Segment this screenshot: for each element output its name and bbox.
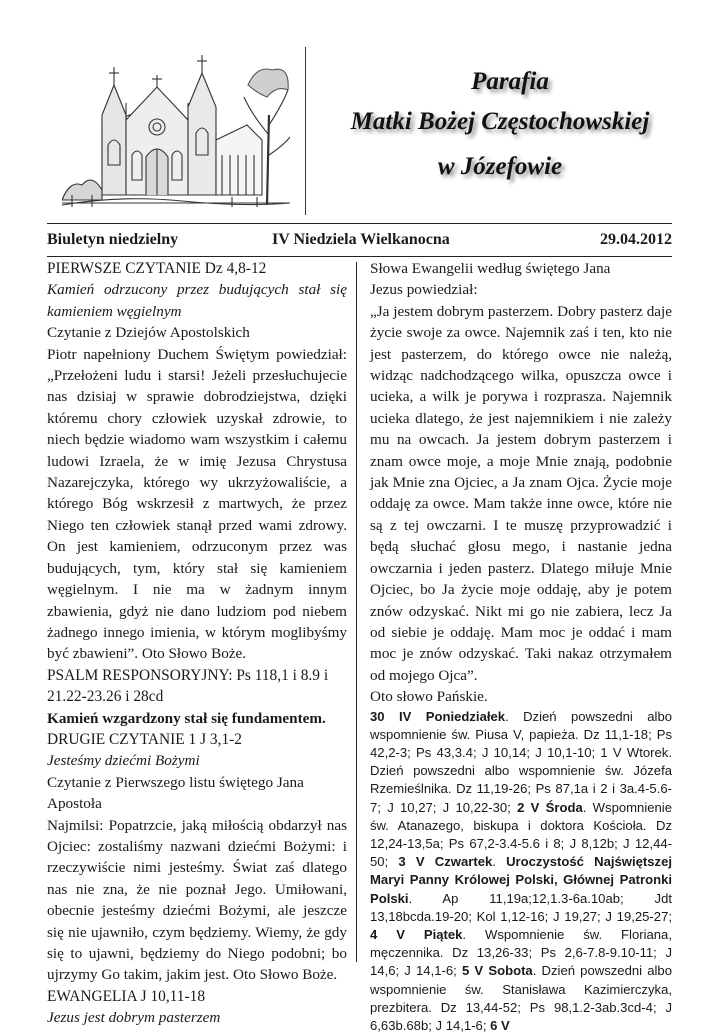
calendar-day-label: 3 V Czwartek (398, 854, 493, 870)
reading1-motto: Kamień odrzucony przez budujących stał się kamieniem węgielnym (47, 281, 347, 320)
reading2-motto: Jesteśmy dziećmi Bożymi (47, 752, 200, 770)
calendar-entry: . Dzień powszedni albo wspomnienie św. Stanisława Kazimierczyka, prezbitera. Dz 13,44-52; Ps 98,1.2-3ab.3cd-4; J 6,63b.68b; J 14,1-6; (370, 963, 672, 1033)
reading1-heading: PIERWSZE CZYTANIE Dz 4,8-12 (47, 260, 267, 277)
church-illustration (62, 45, 290, 215)
parish-title-line2: Matki Bożej Częstochowskiej (350, 108, 650, 135)
psalm-refrain: Kamień wzgardzony stał się fundamentem. (47, 709, 326, 727)
right-column (370, 258, 672, 1035)
reading2-text: Najmilsi: Popatrzcie, jaką miłością obdarzył nas Ojciec: zostaliśmy nazwani dziećmi Bożymi: i rzeczywiście nimi jesteśmy. Świat zaś dlatego nas nie zna, że nie poznał Jego. Umiłowani, obecnie jesteśmy dziećmi Bożymi, ale jeszcze się nie ujawniło, czym będziemy. Wiemy, że gdy się to ujawni, będziemy do Niego podobni; bo ujrzymy Go takim, jakim jest. Oto Słowo Boże. (47, 816, 347, 984)
bulletin-bar (47, 229, 672, 253)
parish-title-line3: w Józefowie (437, 153, 563, 180)
gospel-closing: Oto słowo Pańskie. (370, 688, 488, 706)
calendar-entry: . Ap 11,19a;12,1.3-6a.10ab; Jdt 13,18bcda.19-20; Kol 1,12-16; J 19,27; J 19,25-27; (370, 890, 672, 924)
calendar-day-label: 2 V Środa (517, 799, 583, 815)
calendar-day-label: 5 V Sobota (461, 963, 533, 979)
gospel-source: Słowa Ewangelii według świętego Jana (370, 260, 611, 277)
header-rule-top (47, 223, 672, 224)
column-divider (356, 262, 357, 962)
left-column (47, 258, 347, 1029)
reading2-heading: DRUGIE CZYTANIE 1 J 3,1-2 (47, 730, 242, 748)
calendar-entry: . Wspomnienie św. Atanazego, biskupa i doktora Kościoła. Dz 12,24-13,5a; Ps 67,2-3.4-5.6 i 8; J 8,12b; J 12,44-50; (370, 799, 672, 870)
psalm-heading: PSALM RESPONSORYJNY: Ps 118,1 i 8.9 i 21.22-23.26 i 28cd (47, 666, 329, 706)
gospel-intro: Jezus powiedział: (370, 281, 478, 299)
liturgical-sunday: IV Niedziela Wielkanocna (272, 231, 450, 248)
calendar-day-label: 6 V (490, 1017, 510, 1033)
bulletin-type: Biuletyn niedzielny (47, 231, 179, 248)
liturgical-calendar (370, 708, 672, 1035)
calendar-entry: . Wspomnienie św. Floriana, męczennika. Dz 13,26-33; Ps 2,6-7.8-9.10-11; J 14,6; J 14,1-6; (370, 926, 672, 979)
gospel-motto: Jezus jest dobrym pasterzem (47, 1009, 221, 1027)
bulletin-date: 29.04.2012 (600, 231, 672, 248)
calendar-day-label: 30 IV Poniedziałek (370, 708, 506, 724)
reading2-source: Czytanie z Pierwszego listu świętego Jana Apostoła (47, 773, 304, 813)
gospel-heading: EWANGELIA J 10,11-18 (47, 987, 206, 1005)
calendar-feast: Uroczystość Najświętszej Maryi Panny Królowej Polski, Głównej Patronki Polski (370, 854, 673, 906)
reading1-text: Piotr napełniony Duchem Świętym powiedział: „Przełożeni ludu i starsi! Jeżeli przesłuchujecie nas dzisiaj w sprawie dobrodziejstwa, dzięki któremu chory człowiek uzyskał zdrowie, to niech będzie wiadomo wam wszystkim i całemu ludowi Izraela, że w imię Jezusa Chrystusa Nazarejczyka, którego wy ukrzyżowaliście, a którego Bóg wskrzesił z martwych, że przez Niego ten człowiek stanął przed wami zdrowy. On jest kamieniem, odrzuconym przez was budujących, tym, który stał się kamieniem węgielnym. I nie ma w żadnym innym zbawienia, gdyż nie dano ludziom pod niebem żadnego innego imienia, w którym moglibyśmy być zbawieni”. Oto Słowo Boże. (47, 345, 347, 663)
parish-title-line1: Parafia (471, 68, 549, 95)
calendar-day-label: 4 V Piątek (370, 926, 463, 942)
reading1-source: Czytanie z Dziejów Apostolskich (47, 324, 250, 342)
header-rule-bottom (47, 256, 672, 257)
gospel-text: „Ja jestem dobrym pasterzem. Dobry pasterz daje życie swoje za owce. Najemnik zaś i ten, kto nie jest pasterzem, do którego owce nie należą, widząc nadchodzącego wilka, opuszcza owce i ucieka, a wilk je porywa i rozprasza. Najemnik ucieka dlatego, że jest najemnikiem i nie zależy mu na owcach. Ja jestem dobrym pasterzem i znam owce moje, a moje Mnie znają, podobnie jak Mnie zna Ojciec, a Ja znam Ojca. Życie moje oddaję za owce. Mam także inne owce, które nie są z tej owczarni. I te muszę przyprowadzić i będą słuchać głosu mego, i nastanie jedna owczarnia i jeden pasterz. Dlatego miłuje Mnie Ojciec, bo Ja życie moje oddaję, aby je potem znów odzyskać. Nikt mi go nie zabiera, lecz Ja od siebie je oddaję. Mam moc je oddać i mam moc je znów odzyskać. Taki nakaz otrzymałem od mojego Ojca”. (370, 302, 672, 684)
calendar-entry: . Dzień powszedni albo wspomnienie św. Piusa V, papieża. Dz 11,1-18; Ps 42,2-3; Ps 43,3.4; J 10,14; J 10,1-10; 1 V Wtorek. Dzień powszedni albo wspomnienie św. Józefa Rzemieślnika. Dz 11,19-26; Ps 87,1a i 2 i 3a.4-5.6-7; J 10,27; J 10,22-30; (370, 708, 673, 815)
calendar-separator: . (492, 854, 507, 870)
